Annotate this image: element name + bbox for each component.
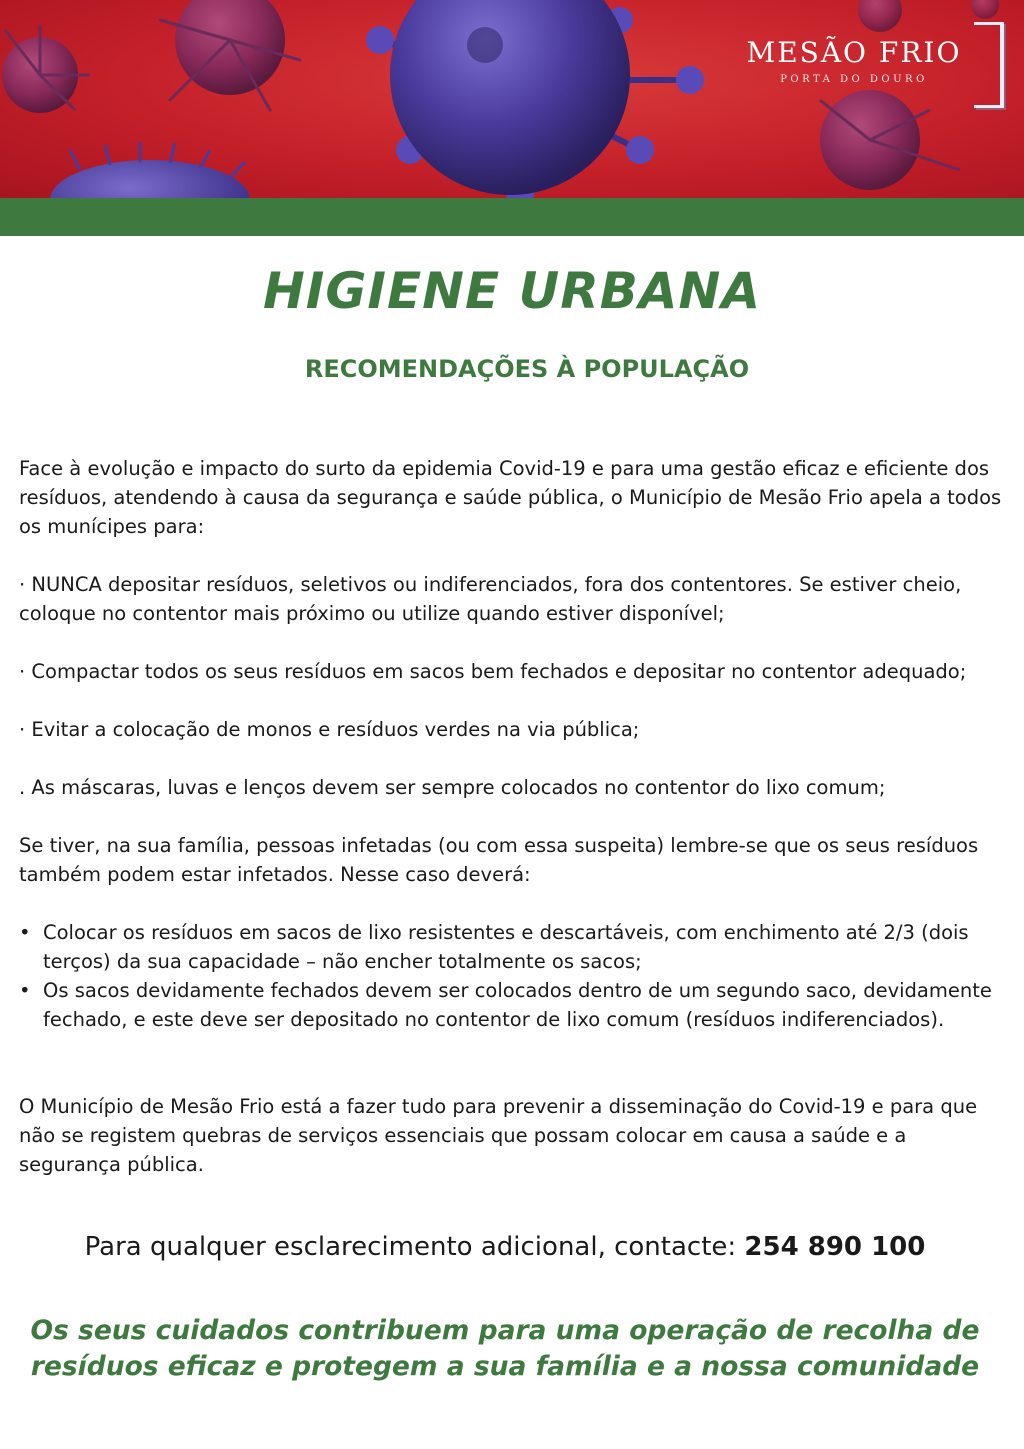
closing-line: Os seus cuidados contribuem para uma operação de recolha de	[30, 1315, 980, 1346]
list-item-text: Os sacos devidamente fechados devem ser colocados dentro de um segundo saco, devidamente fechado, e este deve ser depositado no contentor de lixo comum (resíduos indiferenciados).	[43, 979, 992, 1031]
logo-frame	[974, 22, 1004, 108]
list-item	[19, 918, 1013, 976]
virus-left	[2, 25, 90, 113]
page-title: HIGIENE URBANA	[262, 262, 762, 320]
bullet-marker: •	[19, 921, 31, 944]
brand-tagline: PORTA DO DOURO	[780, 74, 928, 85]
contact-line	[0, 1232, 1010, 1262]
recommendation-item: . As máscaras, luvas e lenços devem ser sempre colocados no contentor do lixo comum;	[19, 776, 886, 799]
recommendation-item: · Compactar todos os seus resíduos em sacos bem fechados e depositar no contentor adequado;	[19, 660, 967, 683]
green-divider	[0, 198, 1024, 236]
virus-bottom-left	[50, 142, 250, 198]
contact-phone: 254 890 100	[744, 1232, 926, 1262]
contact-label: Para qualquer esclarecimento adicional, contacte:	[84, 1232, 745, 1262]
virus-small	[971, 0, 999, 19]
recommendation-item: · NUNCA depositar resíduos, seletivos ou indiferenciados, fora dos contentores. Se estiver cheio, coloque no contentor mais próximo ou utilize quando estiver disponível;	[19, 573, 962, 625]
virus-main	[366, 0, 704, 198]
page-subtitle: RECOMENDAÇÕES À POPULAÇÃO	[304, 355, 750, 383]
infected-intro-paragraph: Se tiver, na sua família, pessoas infetadas (ou com essa suspeita) lembre-se que os seus resíduos também podem estar infetados. Nesse caso deverá:	[19, 834, 979, 886]
list-item	[19, 976, 1013, 1034]
header-banner	[0, 0, 1024, 198]
bullet-marker: •	[19, 979, 31, 1002]
brand-logo	[734, 22, 1004, 110]
closing-line: resíduos eficaz e protegem a sua família e a nossa comunidade	[30, 1351, 980, 1382]
statement-paragraph: O Município de Mesão Frio está a fazer tudo para prevenir a disseminação do Covid-19 e para que não se registem quebras de serviços essenciais que possam colocar em causa a saúde e a segurança pública.	[19, 1095, 978, 1176]
closing-message	[0, 1313, 1010, 1385]
intro-paragraph: Face à evolução e impacto do surto da epidemia Covid-19 e para uma gestão eficaz e eficiente dos resíduos, atendendo à causa da segurança e saúde pública, o Município de Mesão Frio apela a todos os munícipes para:	[19, 457, 1002, 538]
virus-upper	[160, 0, 300, 110]
infected-steps-list	[19, 918, 1013, 1034]
recommendation-item: · Evitar a colocação de monos e resíduos verdes na via pública;	[19, 718, 640, 741]
brand-name: MESÃO FRIO	[746, 36, 962, 69]
list-item-text: Colocar os resíduos em sacos de lixo resistentes e descartáveis, com enchimento até 2/3 (dois terços) da sua capacidade – não encher totalmente os sacos;	[43, 921, 969, 973]
